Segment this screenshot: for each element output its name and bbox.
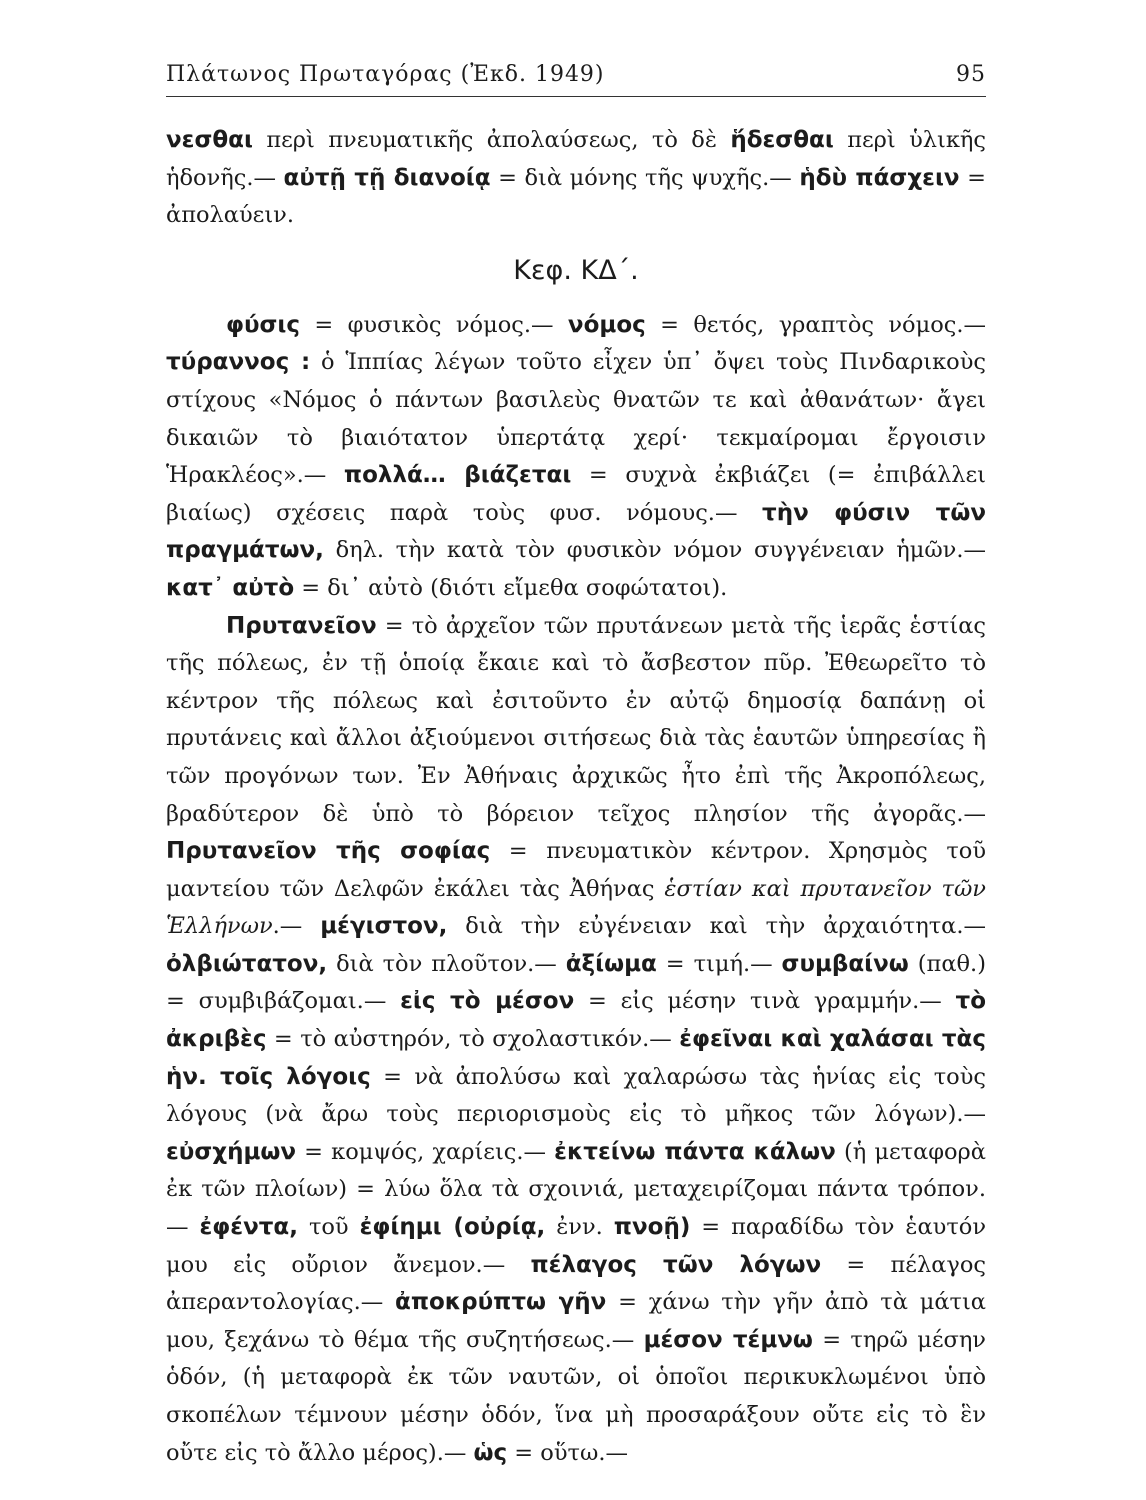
gloss-text: (παθ.) = συμβιβάζομαι.— bbox=[166, 950, 986, 1015]
gloss-text: διὰ τὸν πλοῦτον.— bbox=[327, 950, 566, 977]
gloss-text: = φυσικὸς νόμος.— bbox=[300, 311, 568, 338]
lemma: ἐφεῖναι καὶ χαλάσαι τὰς ἡν. τοῖς λόγοις bbox=[166, 1026, 986, 1090]
lemma: εἰς τὸ μέσον bbox=[400, 988, 575, 1015]
lemma: ὡς bbox=[473, 1439, 508, 1466]
lemma: φύσις bbox=[226, 311, 301, 338]
lemma: ἐκτείνω πάντα κάλων bbox=[554, 1138, 836, 1165]
lemma: εὐσχήμων bbox=[166, 1138, 297, 1165]
lemma: ἐφίημι (οὐρίᾳ, bbox=[359, 1214, 546, 1241]
lemma: Πρυτανεῖον bbox=[226, 612, 377, 639]
gloss-text: = πνευματικὸν κέντρον. Χρησμὸς τοῦ μαντείου τῶν Δελφῶν ἐκάλει τὰς Ἀθήνας bbox=[166, 838, 986, 902]
paragraph-1 bbox=[166, 122, 986, 235]
lemma: πέλαγος τῶν λόγων bbox=[530, 1251, 822, 1278]
gloss-text: ἐνν. bbox=[545, 1214, 614, 1241]
gloss-text: = νὰ ἀπολύσω καὶ χαλαρώσω τὰς ἡνίας εἰς τοὺς λόγους (νὰ ἄρω τοὺς περιορισμοὺς εἰς τὸ μῆκος τῶν λόγων).— bbox=[166, 1063, 986, 1128]
lemma: ἡδὺ πάσχειν bbox=[799, 164, 960, 191]
lemma: νόμος bbox=[567, 311, 646, 338]
gloss-text: = εἰς μέσην τινὰ γραμμήν.— bbox=[574, 988, 956, 1015]
gloss-text: = τιμή.— bbox=[656, 950, 782, 977]
gloss-text: = πέλαγος ἀπεραντολογίας.— bbox=[166, 1251, 987, 1316]
lemma: πολλά… βιάζεται bbox=[343, 462, 572, 489]
lemma: πνοῇ) bbox=[613, 1214, 691, 1241]
gloss-text: τοῦ bbox=[297, 1214, 360, 1241]
gloss-text: = ἀπολαύειν. bbox=[166, 164, 986, 229]
gloss-text: δηλ. τὴν κατὰ τὸν φυσικὸν νόμον συγγένειαν ἡμῶν.— bbox=[323, 537, 986, 564]
gloss-text: = διὰ μόνης τῆς ψυχῆς.— bbox=[490, 164, 800, 191]
chapter-heading: Κεφ. ΚΔ΄. bbox=[513, 254, 639, 286]
gloss-text: = χάνω τὴν γῆν ἀπὸ τὰ μάτια μου, ξεχάνω τὸ θέμα τῆς συζητήσεως.— bbox=[166, 1289, 986, 1353]
gloss-text: περὶ πνευματικῆς ἀπολαύσεως, τὸ δὲ bbox=[252, 127, 731, 153]
lemma: τὴν φύσιν τῶν πραγμάτων, bbox=[166, 499, 986, 564]
gloss-text: = κομψός, χαρίεις.— bbox=[296, 1138, 555, 1165]
gloss-text: = τηρῶ μέσην ὁδόν, (ἡ μεταφορὰ ἐκ τῶν ναυτῶν, οἱ ὁποῖοι περικυκλωμένοι ὑπὸ σκοπέλων τέμνουν μέσην ὁδόν, ἵνα μὴ προσαράξουν οὔτε εἰς τὸ ἓν οὔτε εἰς τὸ ἄλλο μέρος).— bbox=[166, 1326, 986, 1466]
gloss-text: = τὸ ἀρχεῖον τῶν πρυτάνεων μετὰ τῆς ἱερᾶς ἑστίας τῆς πόλεως, ἐν τῇ ὁποίᾳ ἔκαιε καὶ τὸ ἄσβεστον πῦρ. Ἐθεωρεῖτο τὸ κέντρον τῆς πόλεως καὶ ἐσιτοῦντο ἐν αὐτῷ δημοσίᾳ δαπάνῃ οἱ πρυτάνεις καὶ ἄλλοι ἀξιούμενοι σιτήσεως διὰ τὰς ἑαυτῶν ὑπηρεσίας ἢ τῶν προγόνων των. Ἐν Ἀθήναις ἀρχικῶς ἦτο ἐπὶ τῆς Ἀκροπόλεως, βραδύτερον δὲ ὑπὸ τὸ βόρειον τεῖχος πλησίον τῆς ἀγορᾶς.— bbox=[166, 612, 986, 827]
lemma: νεσθαι bbox=[166, 127, 253, 153]
lemma: μέσον τέμνω bbox=[643, 1326, 813, 1353]
gloss-text: .— bbox=[272, 913, 321, 940]
running-header bbox=[166, 62, 986, 97]
gloss-text: διὰ τὴν εὐγένειαν καὶ τὴν ἀρχαιότητα.— bbox=[447, 913, 986, 940]
lemma: ὀλβιώτατον, bbox=[166, 950, 328, 977]
gloss-text: περὶ ὑλικῆς ἡδονῆς.— bbox=[166, 127, 987, 191]
gloss-text: = δι᾽ αὐτὸ (διότι εἴμεθα σοφώτατοι). bbox=[294, 574, 728, 601]
gloss-text: (ἡ μεταφορὰ ἐκ τῶν πλοίων) = λύω ὅλα τὰ σχοινιά, μεταχειρίζομαι πάντα τρόπον.— bbox=[166, 1138, 986, 1241]
lemma: τύραννος : bbox=[166, 349, 311, 376]
gloss-text: = τὸ αὐστηρόν, τὸ σχολαστικόν.— bbox=[266, 1026, 680, 1053]
page-body bbox=[166, 122, 986, 1472]
running-title: Πλάτωνος Πρωταγόρας (Ἐκδ. 1949) bbox=[166, 62, 605, 87]
lemma: ἐφέντα, bbox=[199, 1214, 298, 1241]
gloss-text: = οὕτω.— bbox=[507, 1439, 628, 1466]
gloss-text: = θετός, γραπτὸς νόμος.— bbox=[645, 311, 987, 338]
lemma: ἥδεσθαι bbox=[730, 127, 834, 153]
quoted-oracle: ἑστίαν καὶ πρυτανεῖον τῶν Ἑλλήνων bbox=[166, 875, 986, 940]
gloss-text: = παραδίδω τὸν ἑαυτόν μου εἰς οὔριον ἄνεμον.— bbox=[166, 1214, 987, 1278]
gloss-text: = συχνὰ ἐκβιάζει (= ἐπιβάλλει βιαίως) σχέσεις παρὰ τοὺς φυσ. νόμους.— bbox=[166, 462, 986, 526]
lemma: συμβαίνω bbox=[781, 950, 909, 977]
lemma: κατ᾽ αὐτὸ bbox=[166, 574, 295, 601]
paragraph-3 bbox=[166, 608, 986, 1473]
gloss-text: ὁ Ἱππίας λέγων τοῦτο εἶχεν ὑπ᾽ ὄψει τοὺς Πινδαρικοὺς στίχους «Νόμος ὁ πάντων βασιλεὺς θνατῶν τε καὶ ἀθανάτων· ἄγει δικαιῶν τὸ βιαιότατον ὑπερτάτᾳ χερί· τεκμαίρομαι ἔργοισιν Ἡρακλέος».— bbox=[166, 349, 987, 489]
lemma: αὐτῇ τῇ διανοίᾳ bbox=[283, 164, 491, 191]
paragraph-2 bbox=[166, 307, 986, 608]
lemma: ἀξίωμα bbox=[565, 950, 657, 977]
lemma: ἀποκρύπτω γῆν bbox=[395, 1289, 607, 1316]
lemma: τὸ ἀκριβὲς bbox=[166, 988, 986, 1053]
lemma: μέγιστον, bbox=[320, 913, 448, 940]
lemma: Πρυτανεῖον τῆς σοφίας bbox=[166, 838, 491, 865]
page-number: 95 bbox=[956, 62, 986, 87]
